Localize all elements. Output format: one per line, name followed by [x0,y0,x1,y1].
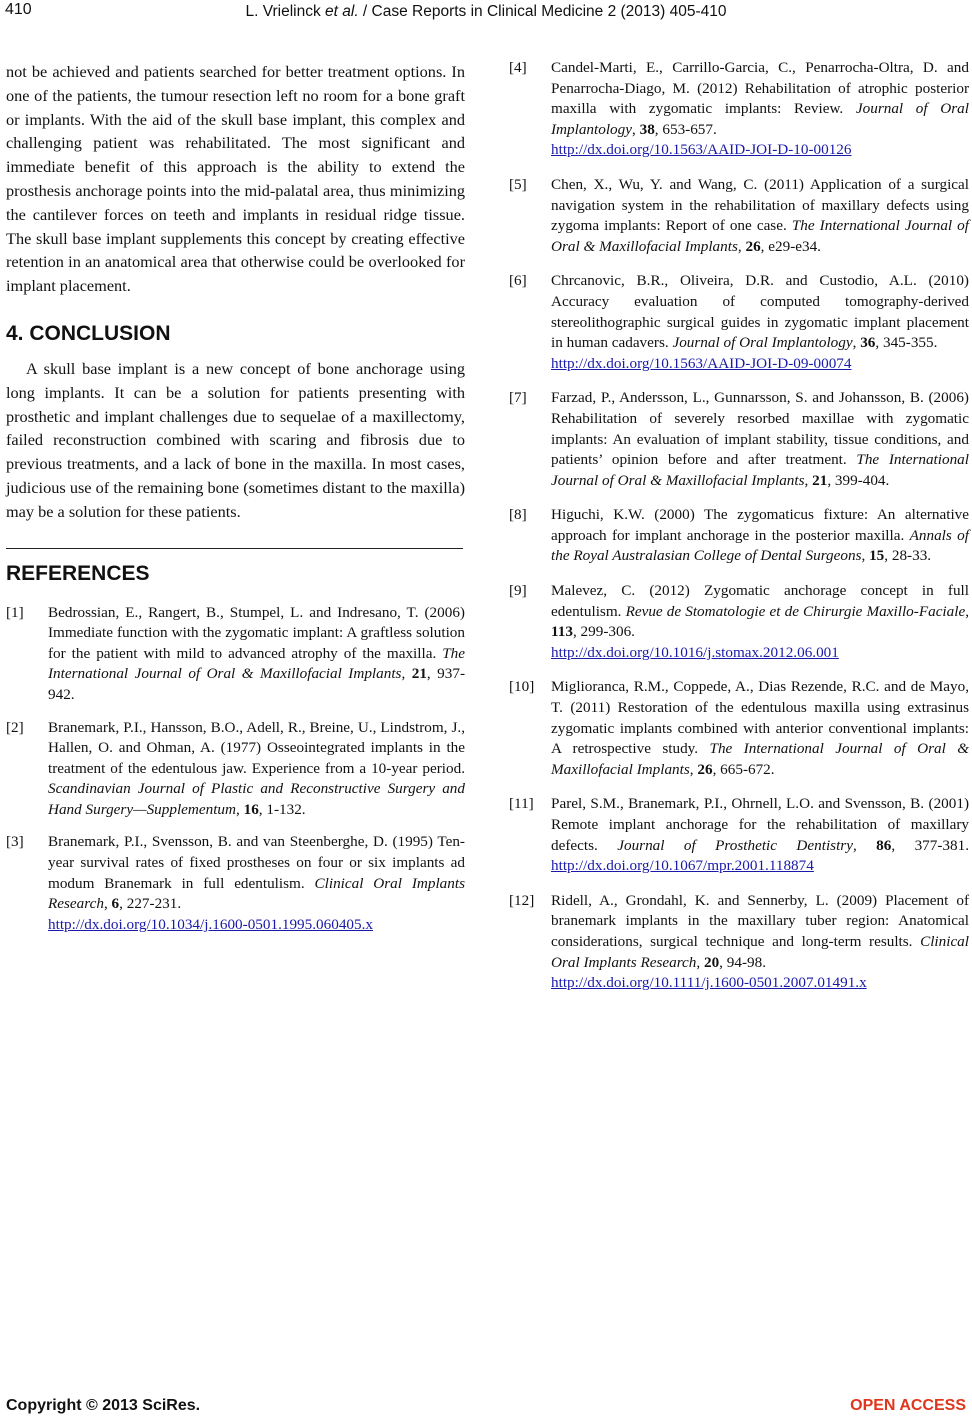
reference-number: [12] [509,891,535,909]
reference-volume: 21 [411,665,427,683]
reference-list-right [509,58,969,994]
reference-journal: Journal of Prosthetic Dentistry [617,836,853,854]
reference-item: [4] Candel-Marti, E., Carrillo-Garcia, C., Penarrocha-Oltra, D. and Penarrocha-Diago, M. (2012) Rehabilitation of atrophic posterior maxilla with zygomatic implants: Review. Journal of Oral Implantology, 38, 653-657. http://dx.doi.org/10.1563/AAID-JOI-D-10-00126 [509,59,969,159]
reference-item: [7] Farzad, P., Andersson, L., Gunnarsson, S. and Johansson, B. (2006) Rehabilitation of severely resorbed maxillae with zygomatic implants: An evaluation of implant stability, tissue conditions, and patients’ opinion before and after treatment. The International Journal of Oral & Maxillofacial Implants, 21, 399-404. [509,389,969,489]
reference-number: [1] [6,603,24,621]
reference-list-left [6,603,465,936]
reference-text: Malevez, C. (2012) Zygomatic anchorage concept in full edentulism. [551,582,969,620]
reference-pages: , 399-404. [827,471,890,489]
reference-pages: , 299-306. [572,623,635,641]
reference-volume: 38 [639,120,655,138]
reference-text: Branemark, P.I., Svensson, B. and van Steenberghe, D. (1995) Ten-year survival rates of fixed prostheses on four or six implants ad modum Branemark in full edentulism. [48,833,465,892]
reference-doi-link[interactable]: http://dx.doi.org/10.1111/j.1600-0501.2007.01491.x [551,974,867,992]
reference-journal: The International Journal of Oral & Maxillofacial Implants [551,451,969,489]
running-head-journal: / Case Reports in Clinical Medicine 2 (2013) 405-410 [358,3,727,20]
reference-item: [11] Parel, S.M., Branemark, P.I., Ohrnell, L.O. and Svensson, B. (2001) Remote implant anchorage for the rehabilitation of maxillary defects. Journal of Prosthetic Dentistry, 86, 377-381. http://dx.doi.org/10.1067/mpr.2001.118874 [509,795,969,875]
reference-volume: 36 [860,334,876,352]
reference-item: [2] Branemark, P.I., Hansson, B.O., Adell, R., Breine, U., Lindstrom, J., Hallen, O. and Ohman, A. (1977) Osseointegrated implants in the treatment of the edentulous jaw. Experience from a 10-year period. Scandinavian Journal of Plastic and Reconstructive Surgery and Hand Surgery—Supplementum, 16, 1-132. [6,718,465,818]
reference-number: [3] [6,833,24,851]
reference-journal: The International Journal of Oral & Maxillofacial Implants [551,217,970,255]
reference-item: [12] Ridell, A., Grondahl, K. and Sennerby, L. (2009) Placement of branemark implants in the maxillary tuber region: Anatomical considerations, surgical technique and long-term results. Clinical Oral Implants Research, 20, 94-98. http://dx.doi.org/10.1111/j.1600-0501.2007.01491.x [509,891,969,992]
reference-number: [11] [509,795,534,813]
right-column [509,58,969,1008]
reference-volume: 26 [745,237,761,255]
reference-number: [2] [6,718,24,736]
reference-item: [10] Miglioranca, R.M., Coppede, A., Dias Rezende, R.C. and de Mayo, T. (2011) Restoration of the edentulous maxilla using extrasinus zygomatic implants combined with anterior conventional implants: A retrospective study. The International Journal of Oral & Maxillofacial Implants, 26, 665-672. [509,678,970,778]
reference-text: Bedrossian, E., Rangert, B., Stumpel, L. and Indresano, T. (2006) Immediate function with the zygomatic implant: A graftless solution for the patient with mild to advanced atrophy of the maxilla. [48,603,465,662]
reference-volume: 21 [812,471,828,489]
reference-pages: , 345-355. [875,334,938,352]
left-column [6,60,465,947]
reference-pages: , e29-e34. [760,237,821,255]
reference-journal: The International Journal of Oral & Maxillofacial Implants [551,740,970,778]
reference-text: Miglioranca, R.M., Coppede, A., Dias Rezende, R.C. and de Mayo, T. (2011) Restoration of the edentulous maxilla using extrasinus zygomatic implants combined with anterior conventional implants: A retrospective study. [551,678,969,758]
reference-volume: 20 [703,953,720,971]
reference-journal: Journal of Oral Implantology [551,100,969,138]
reference-journal: The International Journal of Oral & Maxillofacial Implants [48,644,465,683]
page-header [0,0,972,26]
reference-text: Farzad, P., Andersson, L., Gunnarsson, S. and Johansson, B. (2006) Rehabilitation of severely resorbed maxillae with zygomatic implants: An evaluation of implant stability, tissue conditions, and patients’ opinion before and after treatment. [551,389,969,469]
reference-item: [6] Chrcanovic, B.R., Oliveira, D.R. and Custodio, A.L. (2010) Accuracy evaluation of computed tomography-derived stereolithographic surgical guides in zygomatic implant placement in human cadavers. Journal of Oral Implantology, 36, 345-355. http://dx.doi.org/10.1563/AAID-JOI-D-09-00074 [509,272,969,372]
running-head [0,3,972,21]
reference-item: [3] Branemark, P.I., Svensson, B. and van Steenberghe, D. (1995) Ten-year survival rates of fixed prostheses on four or six implants ad modum Branemark in full edentulism. Clinical Oral Implants Research, 6, 227-231. http://dx.doi.org/10.1034/j.1600-0501.1995.060405.x [6,833,465,933]
reference-item: [5] Chen, X., Wu, Y. and Wang, C. (2011) Application of a surgical navigation system in the rehabilitation of maxillary defects using zygoma implants: Report of one case. The International Journal of Oral & Maxillofacial Implants, 26, e29-e34. [509,175,970,255]
reference-volume: 113 [551,623,573,641]
reference-number: [9] [509,582,527,600]
reference-volume: 16 [243,800,259,818]
reference-volume: 15 [869,547,885,565]
discussion-paragraph: not be achieved and patients searched for better treatment options. In one of the patients, the tumour resection left no room for a bone graft or implants. With the aid of the skull base implant, this complex and challenging patient was rehabilitated. The most significant and immediate benefit of this approach is the ability to extend the prosthesis anchorage points into the mid-palatal area, thus minimizing the cantilever forces on teeth and implants in residual ridge tissue. The skull base implant supplements this concept by creating effective retention in an anatomical area that otherwise could be overlooked for implant placement. [6,62,465,296]
reference-pages: , 94-98. [719,953,766,971]
reference-item: [8] Higuchi, K.W. (2000) The zygomaticus fixture: An alternative approach for implant anchorage in the posterior maxilla. Annals of the Royal Australasian College of Dental Surgeons, 15, 28-33. [509,506,969,565]
reference-pages: , 1-132. [258,800,306,818]
reference-volume: 86 [876,836,892,854]
reference-text: Chrcanovic, B.R., Oliveira, D.R. and Custodio, A.L. (2010) Accuracy evaluation of computed tomography-derived stereolithographic surgical guides in zygomatic implant placement in human cadavers. [551,272,969,352]
copyright-notice: Copyright © 2013 SciRes. [6,1397,201,1414]
reference-item: [9] Malevez, C. (2012) Zygomatic anchorage concept in full edentulism. Revue de Stomatologie et de Chirurgie Maxillo-Faciale, 113, 299-306. http://dx.doi.org/10.1016/j.stomax.2012.06.001 [509,582,970,661]
reference-number: [7] [509,389,527,407]
reference-text: Ridell, A., Grondahl, K. and Sennerby, L. (2009) Placement of branemark implants in the maxillary tuber region: Anatomical considerations, surgical technique and long-term results. [551,891,969,950]
reference-journal: Annals of the Royal Australasian College of Dental Surgeons [551,526,969,565]
reference-item: [1] Bedrossian, E., Rangert, B., Stumpel, L. and Indresano, T. (2006) Immediate function with the zygomatic implant: A graftless solution for the patient with mild to advanced atrophy of the maxilla. The International Journal of Oral & Maxillofacial Implants, 21, 937-942. [6,603,466,703]
page-number: 410 [5,1,32,18]
reference-doi-link[interactable]: http://dx.doi.org/10.1563/AAID-JOI-D-09-00074 [551,354,852,372]
reference-number: [4] [509,59,527,76]
reference-text: Chen, X., Wu, Y. and Wang, C. (2011) Application of a surgical navigation system in the rehabilitation of maxillary defects using zygoma implants: Report of one case. [551,175,969,235]
reference-doi-link[interactable]: http://dx.doi.org/10.1563/AAID-JOI-D-10-00126 [551,141,852,159]
reference-pages: , 227-231. [119,895,182,913]
reference-pages: , 653-657. [654,120,717,138]
reference-pages: , 665-672. [712,760,775,778]
reference-text: Higuchi, K.W. (2000) The zygomaticus fixture: An alternative approach for implant anchorage in the posterior maxilla. [551,506,969,544]
reference-text: Parel, S.M., Branemark, P.I., Ohrnell, L.O. and Svensson, B. (2001) Remote implant anchorage for the rehabilitation of maxillary defects. [551,795,969,854]
reference-journal: Revue de Stomatologie et de Chirurgie Maxillo-Faciale [625,602,966,620]
conclusion-heading: 4. CONCLUSION [6,321,171,345]
reference-journal: Scandinavian Journal of Plastic and Reconstructive Surgery and Hand Surgery—Supplementum [48,780,465,818]
reference-number: [10] [509,678,535,696]
reference-text: Candel-Marti, E., Carrillo-Garcia, C., Penarrocha-Oltra, D. and Penarrocha-Diago, M. (2012) Rehabilitation of atrophic posterior maxilla with zygomatic implants: Review. [551,59,969,118]
reference-number: [8] [509,506,527,524]
section-divider [6,548,463,549]
running-head-etal: et al. [325,3,359,20]
reference-journal: Journal of Oral Implantology [672,334,853,352]
reference-doi-link[interactable]: http://dx.doi.org/10.1034/j.1600-0501.1995.060405.x [48,915,373,933]
page-footer [0,1397,972,1419]
open-access-label: OPEN ACCESS [850,1397,966,1414]
reference-pages: , 937-942. [48,665,466,703]
reference-pages: , 377-381. [891,836,969,854]
conclusion-paragraph: A skull base implant is a new concept of bone anchorage using long implants. It can be a solution for patients presenting with prosthetic and implant challenges due to sequelae of a maxillectomy, failed reconstruction combined with scaring and fibrosis due to previous treatments, and a lack of bone in the maxilla. In most cases, judicious use of the remaining bone (sometimes distant to the maxilla) may be a solution for these patients. [6,358,465,521]
reference-number: [6] [509,272,527,290]
references-heading: REFERENCES [6,561,150,585]
reference-number: [5] [509,175,527,193]
reference-text: Branemark, P.I., Hansson, B.O., Adell, R., Breine, U., Lindstrom, J., Hallen, O. and Ohman, A. (1977) Osseointegrated implants in the treatment of the edentulous jaw. Experience from a 10-year period. [48,718,465,777]
reference-doi-link[interactable]: http://dx.doi.org/10.1067/mpr.2001.118874 [551,857,814,875]
running-head-authors: L. Vrielinck [245,3,326,20]
reference-journal: Clinical Oral Implants Research [48,874,465,913]
reference-doi-link[interactable]: http://dx.doi.org/10.1016/j.stomax.2012.06.001 [551,643,839,661]
reference-volume: 26 [697,760,713,778]
reference-volume: 6 [111,895,120,913]
reference-pages: , 28-33. [884,547,932,565]
reference-journal: Clinical Oral Implants Research [551,932,969,971]
